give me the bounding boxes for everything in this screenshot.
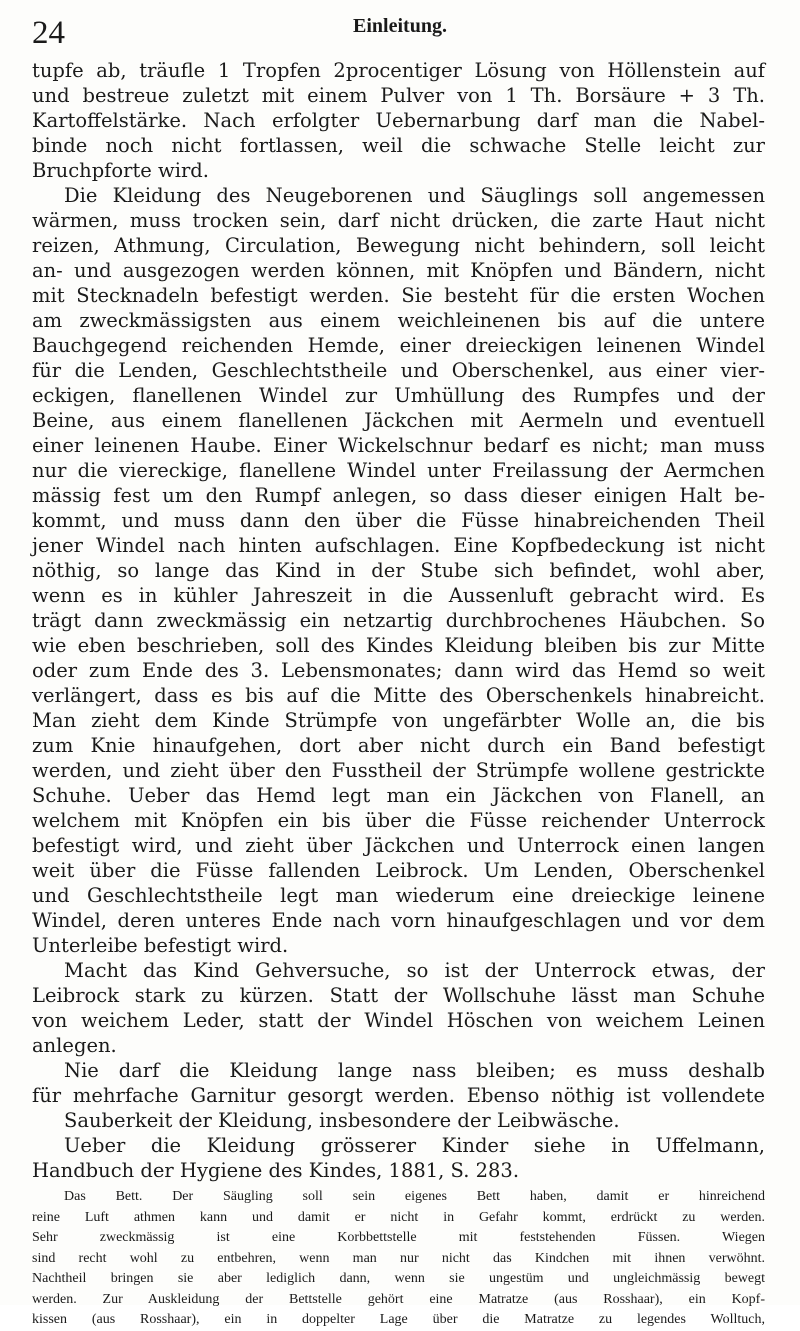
page-number: 24: [32, 15, 65, 51]
text-line: weit über die Füsse fallenden Leibrock. Um Lenden, Oberschenkel: [32, 859, 765, 882]
footnote-line: Nachtheil bringen sie aber lediglich dann, wenn sie ungestüm und ungleichmässig bewegt: [32, 1271, 765, 1286]
text-line: zum Knie hinaufgehen, dort aber nicht durch ein Band befestigt: [32, 734, 765, 757]
text-line: Windel, deren unteres Ende nach vorn hinaufgeschlagen und vor dem: [32, 909, 765, 932]
text-line: Man zieht dem Kinde Strümpfe von ungefärbter Wolle an, die bis: [32, 709, 765, 732]
text-line: Leibrock stark zu kürzen. Statt der Wollschuhe lässt man Schuhe: [32, 984, 765, 1007]
text-line: und bestreue zuletzt mit einem Pulver von 1 Th. Borsäure + 3 Th.: [32, 84, 765, 107]
text-line: am zweckmässigsten aus einem weichleinenen bis auf die untere: [32, 309, 765, 332]
text-line: einer leinenen Haube. Einer Wickelschnur bedarf es nicht; man muss: [32, 434, 765, 457]
footnote-line: werden. Zur Auskleidung der Bettstelle gehört eine Matratze (aus Rosshaar), ein Kopf-: [32, 1291, 765, 1307]
footnote-line: kissen (aus Rosshaar), ein in doppelter Lage über die Matratze zu legendes Wolltuch,: [32, 1312, 765, 1327]
text-line: Ueber die Kleidung grösserer Kinder siehe in Uffelmann,: [64, 1134, 765, 1157]
text-line: wenn es in kühler Jahreszeit in die Aussenluft gebracht wird. Es: [32, 584, 765, 607]
page-header: [0, 5, 800, 55]
text-line: befestigt wird, und zieht über Jäckchen und Unterrock einen langen: [32, 834, 765, 857]
footnote-block: [32, 1187, 765, 1331]
text-line: tupfe ab, träufle 1 Tropfen 2procentiger Lösung von Höllenstein auf: [32, 59, 765, 82]
running-head: Einleitung.: [353, 15, 447, 37]
text-line: nöthig, so lange das Kind in der Stube sich befindet, wohl aber,: [32, 559, 765, 582]
text-line: reizen, Athmung, Circulation, Bewegung nicht behindern, soll leicht: [32, 234, 765, 257]
text-line: Unterleibe befestigt wird.: [32, 934, 289, 957]
text-line: Beine, aus einem flanellenen Jäckchen mit Aermeln und eventuell: [32, 409, 765, 432]
text-line: von weichem Leder, statt der Windel Höschen von weichem Leinen: [32, 1009, 765, 1032]
text-line: nur die viereckige, flanellene Windel unter Freilassung der Aermchen: [32, 459, 765, 482]
text-line: Bauchgegend reichenden Hemde, einer dreieckigen leinenen Windel: [32, 334, 765, 357]
text-line: welchem mit Knöpfen ein bis über die Füsse reichender Unterrock: [32, 809, 765, 832]
text-line: oder zum Ende des 3. Lebensmonates; dann wird das Hemd so weit: [32, 659, 765, 682]
text-line: eckigen, flanellenen Windel zur Umhüllung des Rumpfes und der: [32, 384, 765, 407]
body-text: [32, 58, 765, 1331]
footnote-line: Das Bett. Der Säugling soll sein eigenes Bett haben, damit er hinreichend: [64, 1189, 765, 1204]
text-line: anlegen.: [32, 1034, 117, 1057]
text-line: Sauberkeit der Kleidung, insbesondere der Leibwäsche.: [64, 1109, 620, 1132]
text-line: Handbuch der Hygiene des Kindes, 1881, S. 283.: [32, 1159, 520, 1182]
text-line: jener Windel nach hinten aufschlagen. Eine Kopfbedeckung ist nicht: [32, 534, 765, 557]
text-line: Schuhe. Ueber das Hemd legt man ein Jäckchen von Flanell, an: [32, 784, 765, 807]
text-line: kommt, und muss dann den über die Füsse hinabreichenden Theil: [32, 509, 765, 532]
text-line: wärmen, muss trocken sein, darf nicht drücken, die zarte Haut nicht: [32, 209, 765, 232]
text-line: Macht das Kind Gehversuche, so ist der Unterrock etwas, der: [64, 959, 765, 982]
text-line: Die Kleidung des Neugeborenen und Säuglings soll angemessen: [64, 184, 765, 207]
text-line: für die Lenden, Geschlechtstheile und Oberschenkel, aus einer vier-: [32, 359, 765, 382]
footnote-line: sind recht wohl zu entbehren, wenn man nur nicht das Kindchen mit ihnen verwöhnt.: [32, 1250, 765, 1266]
text-line: an- und ausgezogen werden können, mit Knöpfen und Bändern, nicht: [32, 259, 765, 282]
text-line: und Geschlechtstheile legt man wiederum eine dreieckige leinene: [32, 884, 765, 907]
text-line: trägt dann zweckmässig ein netzartig durchbrochenes Häubchen. So: [32, 609, 765, 632]
text-line: für mehrfache Garnitur gesorgt werden. Ebenso nöthig ist vollendete: [32, 1084, 765, 1107]
footnote-line: reine Luft athmen kann und damit er nicht in Gefahr kommt, erdrückt zu werden.: [32, 1209, 765, 1225]
text-line: mit Stecknadeln befestigt werden. Sie besteht für die ersten Wochen: [32, 284, 765, 307]
text-line: Kartoffelstärke. Nach erfolgter Uebernarbung darf man die Nabel-: [32, 109, 765, 132]
text-line: werden, und zieht über den Fusstheil der Strümpfe wollene gestrickte: [32, 759, 765, 782]
text-line: binde noch nicht fortlassen, weil die schwache Stelle leicht zur: [32, 134, 765, 157]
footnote-line: Sehr zweckmässig ist eine Korbbettstelle mit feststehenden Füssen. Wiegen: [32, 1230, 765, 1245]
text-line: wie eben beschrieben, soll des Kindes Kleidung bleiben bis zur Mitte: [32, 634, 765, 657]
text-line: Nie darf die Kleidung lange nass bleiben; es muss deshalb: [64, 1059, 765, 1082]
text-line: verlängert, dass es bis auf die Mitte des Oberschenkels hinabreicht.: [32, 684, 765, 707]
text-line: Bruchpforte wird.: [32, 159, 209, 182]
text-line: mässig fest um den Rumpf anlegen, so dass dieser einigen Halt be-: [32, 484, 765, 507]
